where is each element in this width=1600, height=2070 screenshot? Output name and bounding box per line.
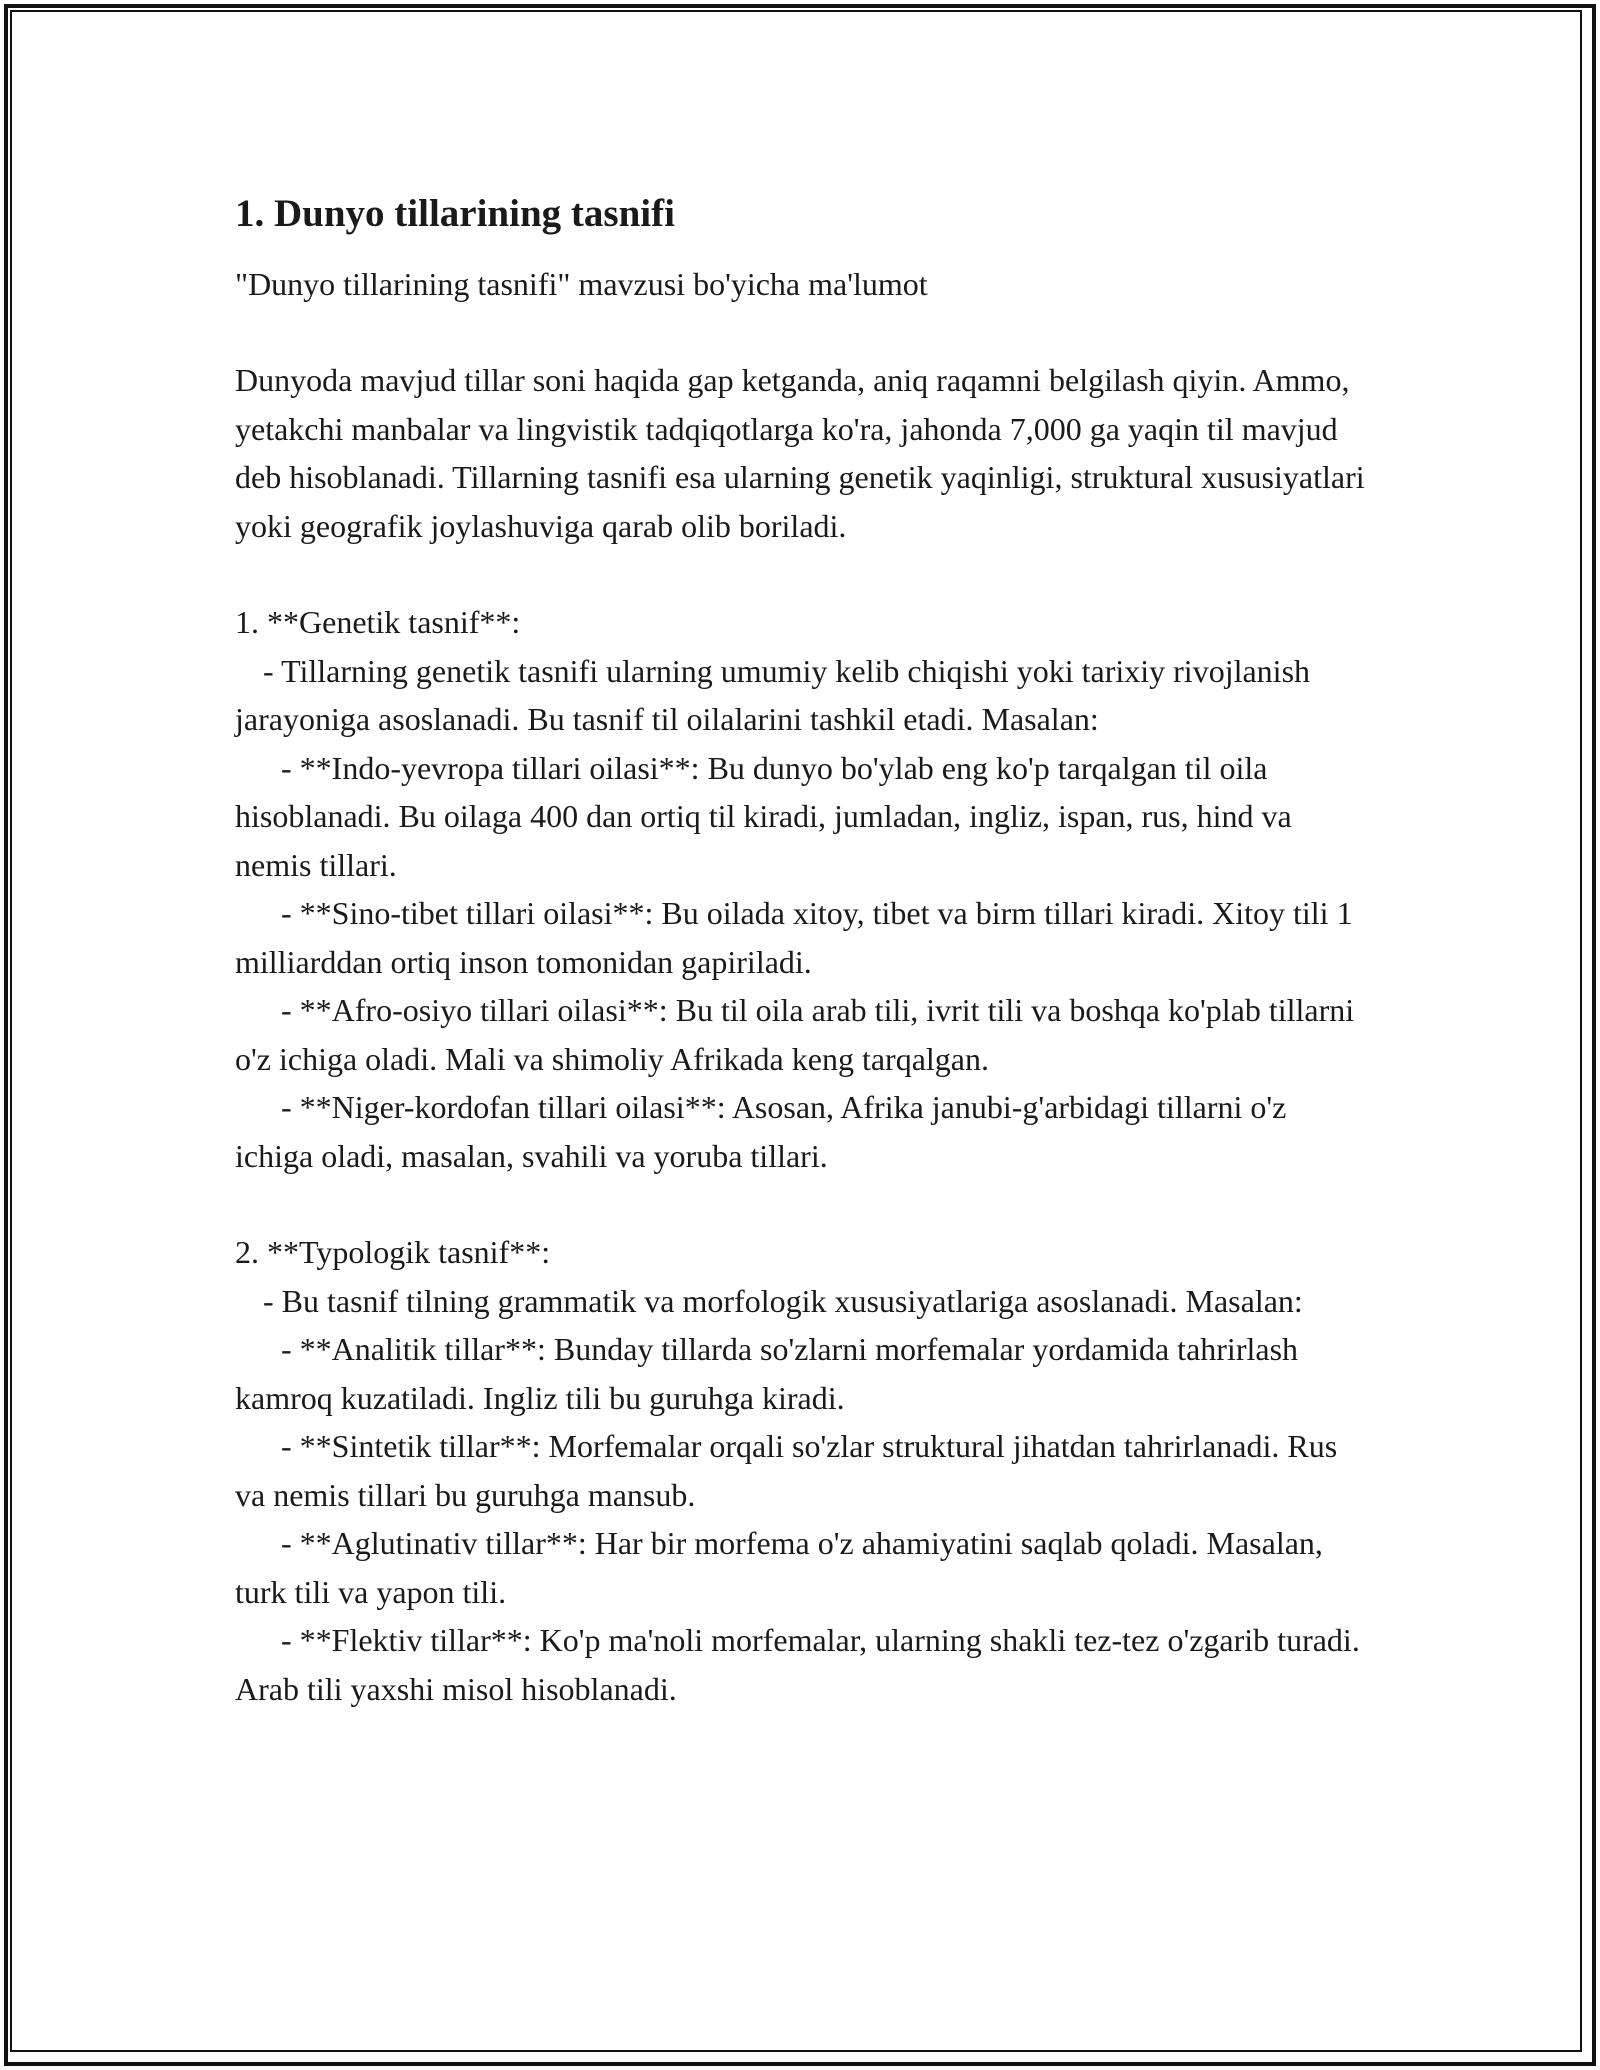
list-item: - **Indo-yevropa tillari oilasi**: Bu dunyo bo'ylab eng ko'p tarqalgan til oila hisoblanadi. Bu oilaga 400 dan ortiq til kiradi, jumladan, ingliz, ispan, rus, hind va nemis tillari. (235, 749, 1292, 883)
section-description: - Tillarning genetik tasnifi ularning umumiy kelib chiqishi yoki tarixiy rivojlanish jarayoniga asoslanadi. Bu tasnif til oilalarini tashkil etadi. Masalan: (235, 652, 1311, 737)
document-subtitle: "Dunyo tillarining tasnifi" mavzusi bo'yicha ma'lumot (235, 266, 928, 302)
list-item: - **Flektiv tillar**: Ko'p ma'noli morfemalar, ularning shakli tez-tez o'zgarib turadi. Arab tili yaxshi misol hisoblanadi. (235, 1622, 1360, 1707)
list-item: - **Afro-osiyo tillari oilasi**: Bu til oila arab tili, ivrit tili va boshqa ko'plab tillarni o'z ichiga oladi. Mali va shimoliy Afrikada keng tarqalgan. (235, 992, 1355, 1077)
document-body (235, 188, 1365, 1761)
list-item: - **Analitik tillar**: Bunday tillarda so'zlarni morfemalar yordamida tahrirlash kamroq kuzatiladi. Ingliz tili bu guruhga kiradi. (235, 1331, 1299, 1416)
intro-paragraph: Dunyoda mavjud tillar soni haqida gap ketganda, aniq raqamni belgilash qiyin. Ammo, yetakchi manbalar va lingvistik tadqiqotlarga ko'ra, jahonda 7,000 ga yaqin til mavjud deb hisoblanadi. Tillarning tasnifi esa ularning genetik yaqinligi, struktural xususiyatlari yoki geografik joylashuviga qarab olib boriladi. (235, 362, 1365, 544)
list-item: - **Niger-kordofan tillari oilasi**: Asosan, Afrika janubi-g'arbidagi tillarni o'z ichiga oladi, masalan, svahili va yoruba tillari. (235, 1089, 1287, 1174)
section-typological (235, 1228, 1365, 1713)
section-genetic (235, 598, 1365, 1180)
section-heading: 2. **Typologik tasnif**: (235, 1234, 551, 1270)
section-description: - Bu tasnif tilning grammatik va morfologik xususiyatlariga asoslanadi. Masalan: (263, 1282, 1303, 1319)
list-item: - **Aglutinativ tillar**: Har bir morfema o'z ahamiyatini saqlab qoladi. Masalan, turk tili va yapon tili. (235, 1525, 1323, 1610)
document-title: 1. Dunyo tillarining tasnifi (235, 192, 675, 235)
section-heading: 1. **Genetik tasnif**: (235, 604, 521, 640)
list-item: - **Sino-tibet tillari oilasi**: Bu oilada xitoy, tibet va birm tillari kiradi. Xitoy tili 1 milliarddan ortiq inson tomonidan gapiriladi. (235, 895, 1353, 980)
list-item: - **Sintetik tillar**: Morfemalar orqali so'zlar struktural jihatdan tahrirlanadi. Rus va nemis tillari bu guruhga mansub. (235, 1428, 1338, 1513)
